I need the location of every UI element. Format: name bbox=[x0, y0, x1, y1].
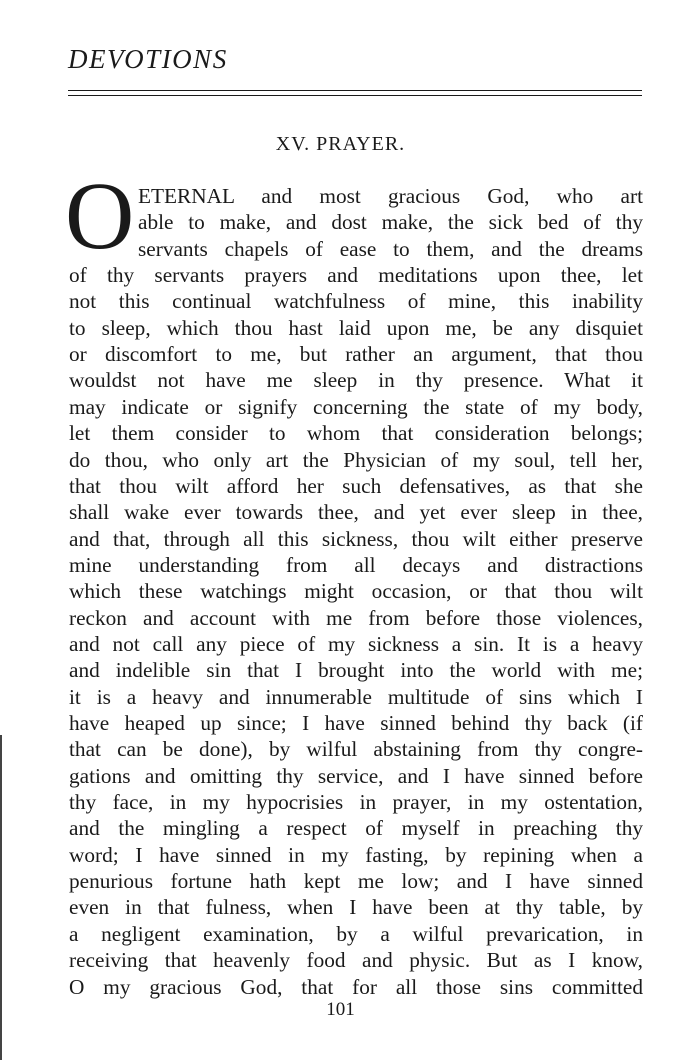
page-edge-shadow bbox=[0, 735, 2, 1060]
text-line: of thy servants prayers and meditations upon thee, let bbox=[69, 263, 643, 288]
text-line: even in that fulness, when I have been at thy table, by bbox=[69, 895, 643, 920]
text-line: have heaped up since; I have sinned behind thy back (if bbox=[69, 711, 643, 735]
text-line: O my gracious God, that for all those sins committed bbox=[69, 974, 643, 999]
page-number: 101 bbox=[326, 999, 355, 1020]
text-line: and not call any piece of my sickness a sin. It is a heavy bbox=[69, 631, 643, 656]
text-line: and that, through all this sickness, thou wilt either preserve bbox=[69, 526, 643, 551]
text-line: not this continual watchfulness of mine, this inability bbox=[69, 289, 643, 314]
text-line: word; I have sinned in my fasting, by repining when a bbox=[69, 842, 643, 867]
text-line: receiving that heavenly food and physic. But as I know, bbox=[69, 948, 643, 973]
drop-cap: O bbox=[65, 162, 135, 269]
text-line: let them consider to whom that consideration belongs; bbox=[69, 421, 643, 446]
text-line: servants chapels of ease to them, and the dreams bbox=[138, 236, 643, 261]
text-line: gations and omitting thy service, and I have sinned before bbox=[69, 763, 643, 788]
text-line: do thou, who only art the Physician of my soul, tell her, bbox=[69, 447, 643, 472]
text-line: able to make, and dost make, the sick bed of thy bbox=[138, 210, 643, 235]
text-line: and the mingling a respect of myself in preaching thy bbox=[69, 816, 643, 841]
header-rule-upper bbox=[68, 90, 642, 91]
running-head: DEVOTIONS bbox=[68, 44, 228, 74]
text-line: to sleep, which thou hast laid upon me, be any disquiet bbox=[69, 315, 643, 340]
header-rule-lower bbox=[68, 95, 642, 96]
text-line: and indelible sin that I brought into the world with me; bbox=[69, 658, 643, 683]
text-line: which these watchings might occasion, or that thou wilt bbox=[69, 579, 643, 604]
text-line: that thou wilt afford her such defensatives, as that she bbox=[69, 473, 643, 498]
text-line: a negligent examination, by a wilful prevarication, in bbox=[69, 921, 643, 946]
text-line: that can be done), by wilful abstaining from thy congre- bbox=[69, 737, 643, 762]
text-line: may indicate or signify concerning the state of my body, bbox=[69, 394, 643, 419]
text-line: it is a heavy and innumerable multitude of sins which I bbox=[69, 684, 643, 709]
text-line: ETERNAL and most gracious God, who art bbox=[138, 184, 643, 208]
text-line: reckon and account with me from before those violences, bbox=[69, 605, 643, 630]
chapter-title: XV. PRAYER. bbox=[275, 133, 406, 155]
text-line: shall wake ever towards thee, and yet ever sleep in thee, bbox=[69, 500, 643, 525]
text-line: wouldst not have me sleep in thy presence. What it bbox=[69, 368, 643, 393]
text-line: mine understanding from all decays and distractions bbox=[69, 552, 643, 577]
text-line: or discomfort to me, but rather an argument, that thou bbox=[69, 342, 643, 367]
text-line: penurious fortune hath kept me low; and I have sinned bbox=[69, 869, 643, 894]
text-line: thy face, in my hypocrisies in prayer, in my ostentation, bbox=[69, 790, 643, 815]
